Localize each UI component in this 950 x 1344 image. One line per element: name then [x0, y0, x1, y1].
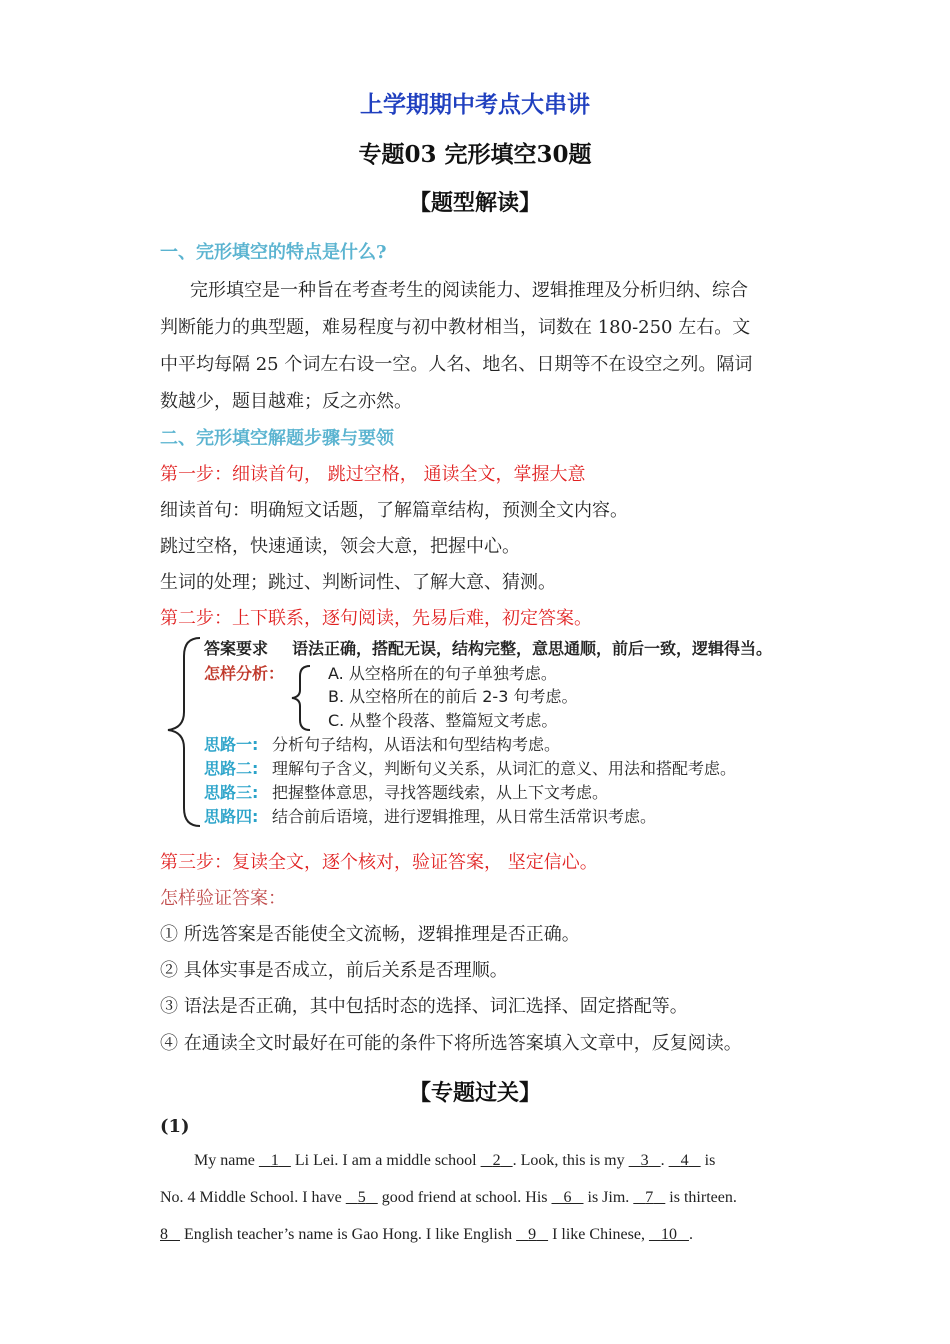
blank[interactable]: 3 — [640, 1152, 649, 1169]
small-brace-icon — [288, 660, 328, 740]
section2-heading: 二、完形填空解题步骤与要领 — [160, 428, 394, 449]
blank[interactable]: 10 — [660, 1226, 677, 1243]
passage-text: is Jim. — [583, 1189, 634, 1206]
step1-line: 跳过空格，快速通读，领会大意，把握中心。 — [160, 536, 520, 557]
blank[interactable]: 4 — [680, 1152, 689, 1169]
step1-line: 生词的处理；跳过、判断词性、了解大意、猜测。 — [160, 572, 556, 593]
idea-label: 思路一: — [204, 735, 259, 754]
blank[interactable]: 1 — [270, 1152, 279, 1169]
idea-text: 把握整体意思，寻找答题线索，从上下文考虑。 — [272, 783, 609, 802]
passage-text: . — [660, 1152, 669, 1169]
step1-line: 细读首句：明确短文话题，了解篇章结构，预测全文内容。 — [160, 500, 628, 521]
step2: 第二步：上下联系，逐句阅读，先易后难，初定答案。 — [160, 608, 592, 629]
interpretation-heading: 【题型解读】 — [408, 190, 541, 216]
how-label: 怎样分析： — [204, 664, 285, 683]
passage-text: Li Lei. I am a middle school — [290, 1152, 481, 1169]
verify-item: ④ 在通读全文时最好在可能的条件下将所选答案填入文章中，反复阅读。 — [160, 1033, 742, 1054]
option-c: C. 从整个段落、整篇短文考虑。 — [328, 711, 558, 730]
verify-item: ① 所选答案是否能使全文流畅，逻辑推理是否正确。 — [160, 924, 580, 945]
practice-heading: 【专题过关】 — [408, 1080, 541, 1106]
blank[interactable]: 8 — [160, 1226, 168, 1243]
step1: 第一步：细读首句， 跳过空格， 通读全文，掌握大意 — [160, 464, 586, 485]
passage-text: I like Chinese, — [548, 1226, 649, 1243]
passage-text: English teacher’s name is Gao Hong. I like English — [180, 1226, 517, 1243]
passage-number: (1) — [160, 1116, 190, 1137]
idea-label: 思路二: — [204, 759, 259, 778]
option-b: B. 从空格所在的前后 2-3 句考虑。 — [328, 687, 578, 706]
idea-label: 思路三: — [204, 783, 259, 802]
passage-text: is thirteen. — [665, 1189, 737, 1206]
section1-heading: 一、完形填空的特点是什么? — [160, 242, 387, 263]
passage-line-2 — [160, 1189, 737, 1207]
idea-label: 思路四: — [204, 807, 259, 826]
section1-line: 判断能力的典型题，难易程度与初中教材相当，词数在 180-250 左右。文 — [160, 317, 751, 338]
passage-text: . Look, this is my — [512, 1152, 629, 1169]
verify-item: ② 具体实事是否成立，前后关系是否理顺。 — [160, 960, 508, 981]
passage-line-1 — [194, 1152, 715, 1170]
option-a: A. 从空格所在的句子单独考虑。 — [328, 664, 557, 683]
section1-line: 完形填空是一种旨在考查考生的阅读能力、逻辑推理及分析归纳、综合 — [190, 280, 748, 301]
verify-item: ③ 语法是否正确，其中包括时态的选择、词汇选择、固定搭配等。 — [160, 996, 688, 1017]
requirement-label: 答案要求 — [204, 639, 269, 658]
blank[interactable]: 7 — [645, 1189, 654, 1206]
idea-text: 结合前后语境，进行逻辑推理，从日常生活常识考虑。 — [272, 807, 657, 826]
passage-text: good friend at school. His — [377, 1189, 552, 1206]
section1-line: 中平均每隔 25 个词左右设一空。人名、地名、日期等不在设空之列。隔词 — [160, 354, 753, 375]
verify-heading: 怎样验证答案： — [160, 888, 286, 909]
blank[interactable]: 5 — [357, 1189, 366, 1206]
blank[interactable]: 2 — [492, 1152, 501, 1169]
requirement-text: 语法正确，搭配无误，结构完整，意思通顺，前后一致，逻辑得当。 — [292, 639, 773, 658]
passage-text: My name — [194, 1152, 259, 1169]
blank[interactable]: 9 — [528, 1226, 537, 1243]
step3: 第三步：复读全文，逐个核对，验证答案， 坚定信心。 — [160, 852, 598, 873]
passage-text: . — [688, 1226, 693, 1243]
idea-text: 理解句子含义，判断句义关系，从词汇的意义、用法和搭配考虑。 — [272, 759, 737, 778]
passage-line-3 — [160, 1226, 693, 1244]
main-title: 上学期期中考点大串讲 — [360, 91, 590, 118]
section1-line: 数越少，题目越难；反之亦然。 — [160, 391, 412, 412]
blank[interactable]: 6 — [563, 1189, 572, 1206]
passage-text: is — [700, 1152, 716, 1169]
passage-text: No. 4 Middle School. I have — [160, 1189, 346, 1206]
idea-text: 分析句子结构，从语法和句型结构考虑。 — [272, 735, 561, 754]
topic-title: 专题03 完形填空30题 — [358, 141, 592, 168]
analysis-diagram — [160, 632, 820, 832]
